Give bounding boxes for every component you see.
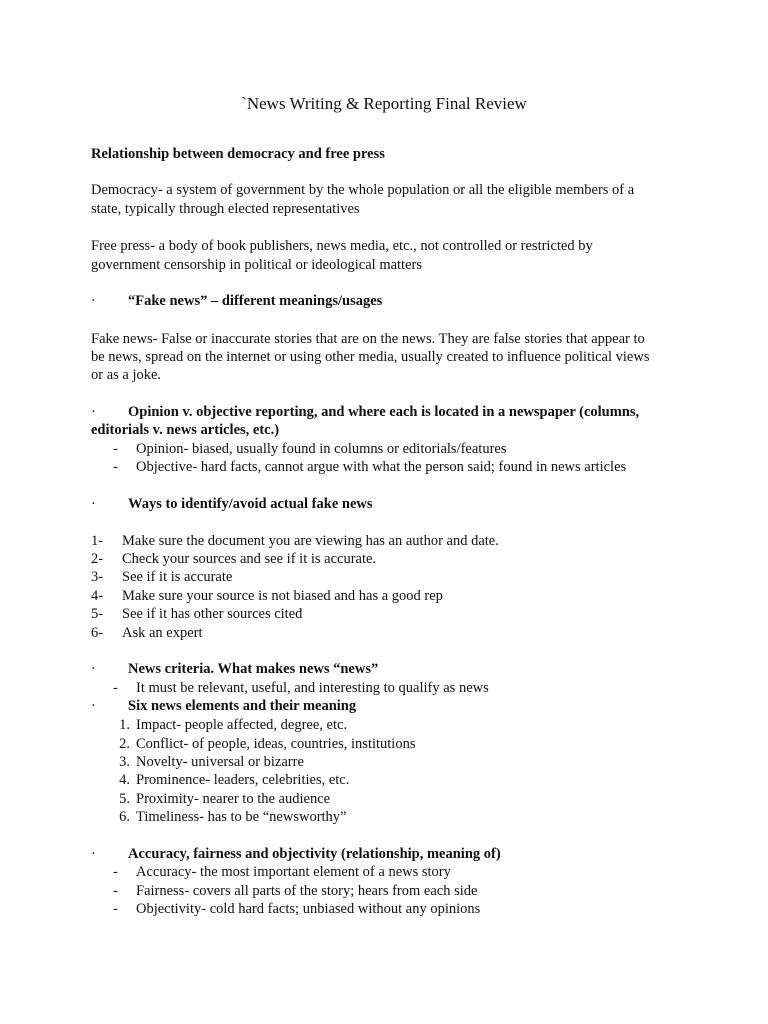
- list-item-marker: -: [113, 459, 118, 475]
- bullet-marker: ·: [91, 496, 96, 512]
- democracy-definition-line-1: Democracy- a system of government by the whole population or all the eligible members of a: [91, 182, 635, 198]
- bullet-marker: ·: [91, 698, 96, 714]
- list-item: It must be relevant, useful, and interesting to qualify as news: [136, 680, 489, 696]
- bullet-marker: ·: [91, 846, 96, 862]
- list-item-marker: 1.: [119, 717, 130, 733]
- list-item: Opinion- biased, usually found in columns or editorials/features: [136, 441, 507, 457]
- list-item: Make sure the document you are viewing has an author and date.: [122, 533, 499, 549]
- section-heading-identify-fake-news: Ways to identify/avoid actual fake news: [128, 496, 373, 512]
- section-heading-accuracy: Accuracy, fairness and objectivity (relationship, meaning of): [128, 846, 501, 862]
- section-heading-opinion-line-2: editorials v. news articles, etc.): [91, 422, 280, 438]
- list-item-marker: -: [113, 901, 118, 917]
- section-heading-six-elements: Six news elements and their meaning: [128, 698, 357, 714]
- list-item-marker: 2.: [119, 736, 130, 752]
- list-item-marker: 4.: [119, 772, 130, 788]
- free-press-definition-line-2: government censorship in political or ideological matters: [91, 257, 422, 273]
- bullet-marker: ·: [91, 661, 96, 677]
- section-heading-fake-news: “Fake news” – different meanings/usages: [128, 293, 383, 309]
- list-item-marker: -: [113, 680, 118, 696]
- list-item: Objective- hard facts, cannot argue with what the person said; found in news articles: [136, 459, 627, 475]
- bullet-marker: ·: [91, 293, 96, 309]
- list-item-marker: -: [113, 441, 118, 457]
- fake-news-body-line-2: be news, spread on the internet or using other media, usually created to influence political views: [91, 349, 650, 365]
- list-item-marker: 2-: [91, 551, 104, 567]
- fake-news-body-line-1: Fake news- False or inaccurate stories that are on the news. They are false stories that appear to: [91, 331, 645, 347]
- list-item: See if it is accurate: [122, 569, 233, 585]
- section-heading-opinion-line-1: Opinion v. objective reporting, and where each is located in a newspaper (columns,: [128, 404, 640, 420]
- list-item-marker: -: [113, 864, 118, 880]
- list-item: Ask an expert: [122, 625, 203, 641]
- free-press-definition-line-1: Free press- a body of book publishers, news media, etc., not controlled or restricted by: [91, 238, 593, 254]
- list-item: Objectivity- cold hard facts; unbiased without any opinions: [136, 901, 481, 917]
- list-item: Impact- people affected, degree, etc.: [136, 717, 348, 733]
- section-heading-democracy: Relationship between democracy and free press: [91, 146, 385, 162]
- list-item-marker: 3.: [119, 754, 130, 770]
- list-item-marker: 6.: [119, 809, 130, 825]
- section-heading-news-criteria: News criteria. What makes news “news”: [128, 661, 379, 677]
- list-item: Conflict- of people, ideas, countries, institutions: [136, 736, 416, 752]
- list-item: Accuracy- the most important element of a news story: [136, 864, 451, 880]
- document-title: `News Writing & Reporting Final Review: [241, 94, 527, 113]
- list-item-marker: 3-: [91, 569, 104, 585]
- list-item: Make sure your source is not biased and has a good rep: [122, 588, 443, 604]
- fake-news-body-line-3: or as a joke.: [91, 367, 162, 383]
- list-item: See if it has other sources cited: [122, 606, 303, 622]
- list-item-marker: 1-: [91, 533, 104, 549]
- list-item-marker: -: [113, 883, 118, 899]
- list-item: Novelty- universal or bizarre: [136, 754, 304, 770]
- list-item: Proximity- nearer to the audience: [136, 791, 331, 807]
- bullet-marker: ·: [91, 404, 96, 420]
- list-item: Timeliness- has to be “newsworthy”: [136, 809, 347, 825]
- list-item: Check your sources and see if it is accurate.: [122, 551, 377, 567]
- list-item-marker: 5.: [119, 791, 130, 807]
- list-item-marker: 5-: [91, 606, 104, 622]
- democracy-definition-line-2: state, typically through elected representatives: [91, 201, 360, 217]
- list-item: Prominence- leaders, celebrities, etc.: [136, 772, 350, 788]
- list-item-marker: 6-: [91, 625, 104, 641]
- list-item-marker: 4-: [91, 588, 104, 604]
- list-item: Fairness- covers all parts of the story; hears from each side: [136, 883, 478, 899]
